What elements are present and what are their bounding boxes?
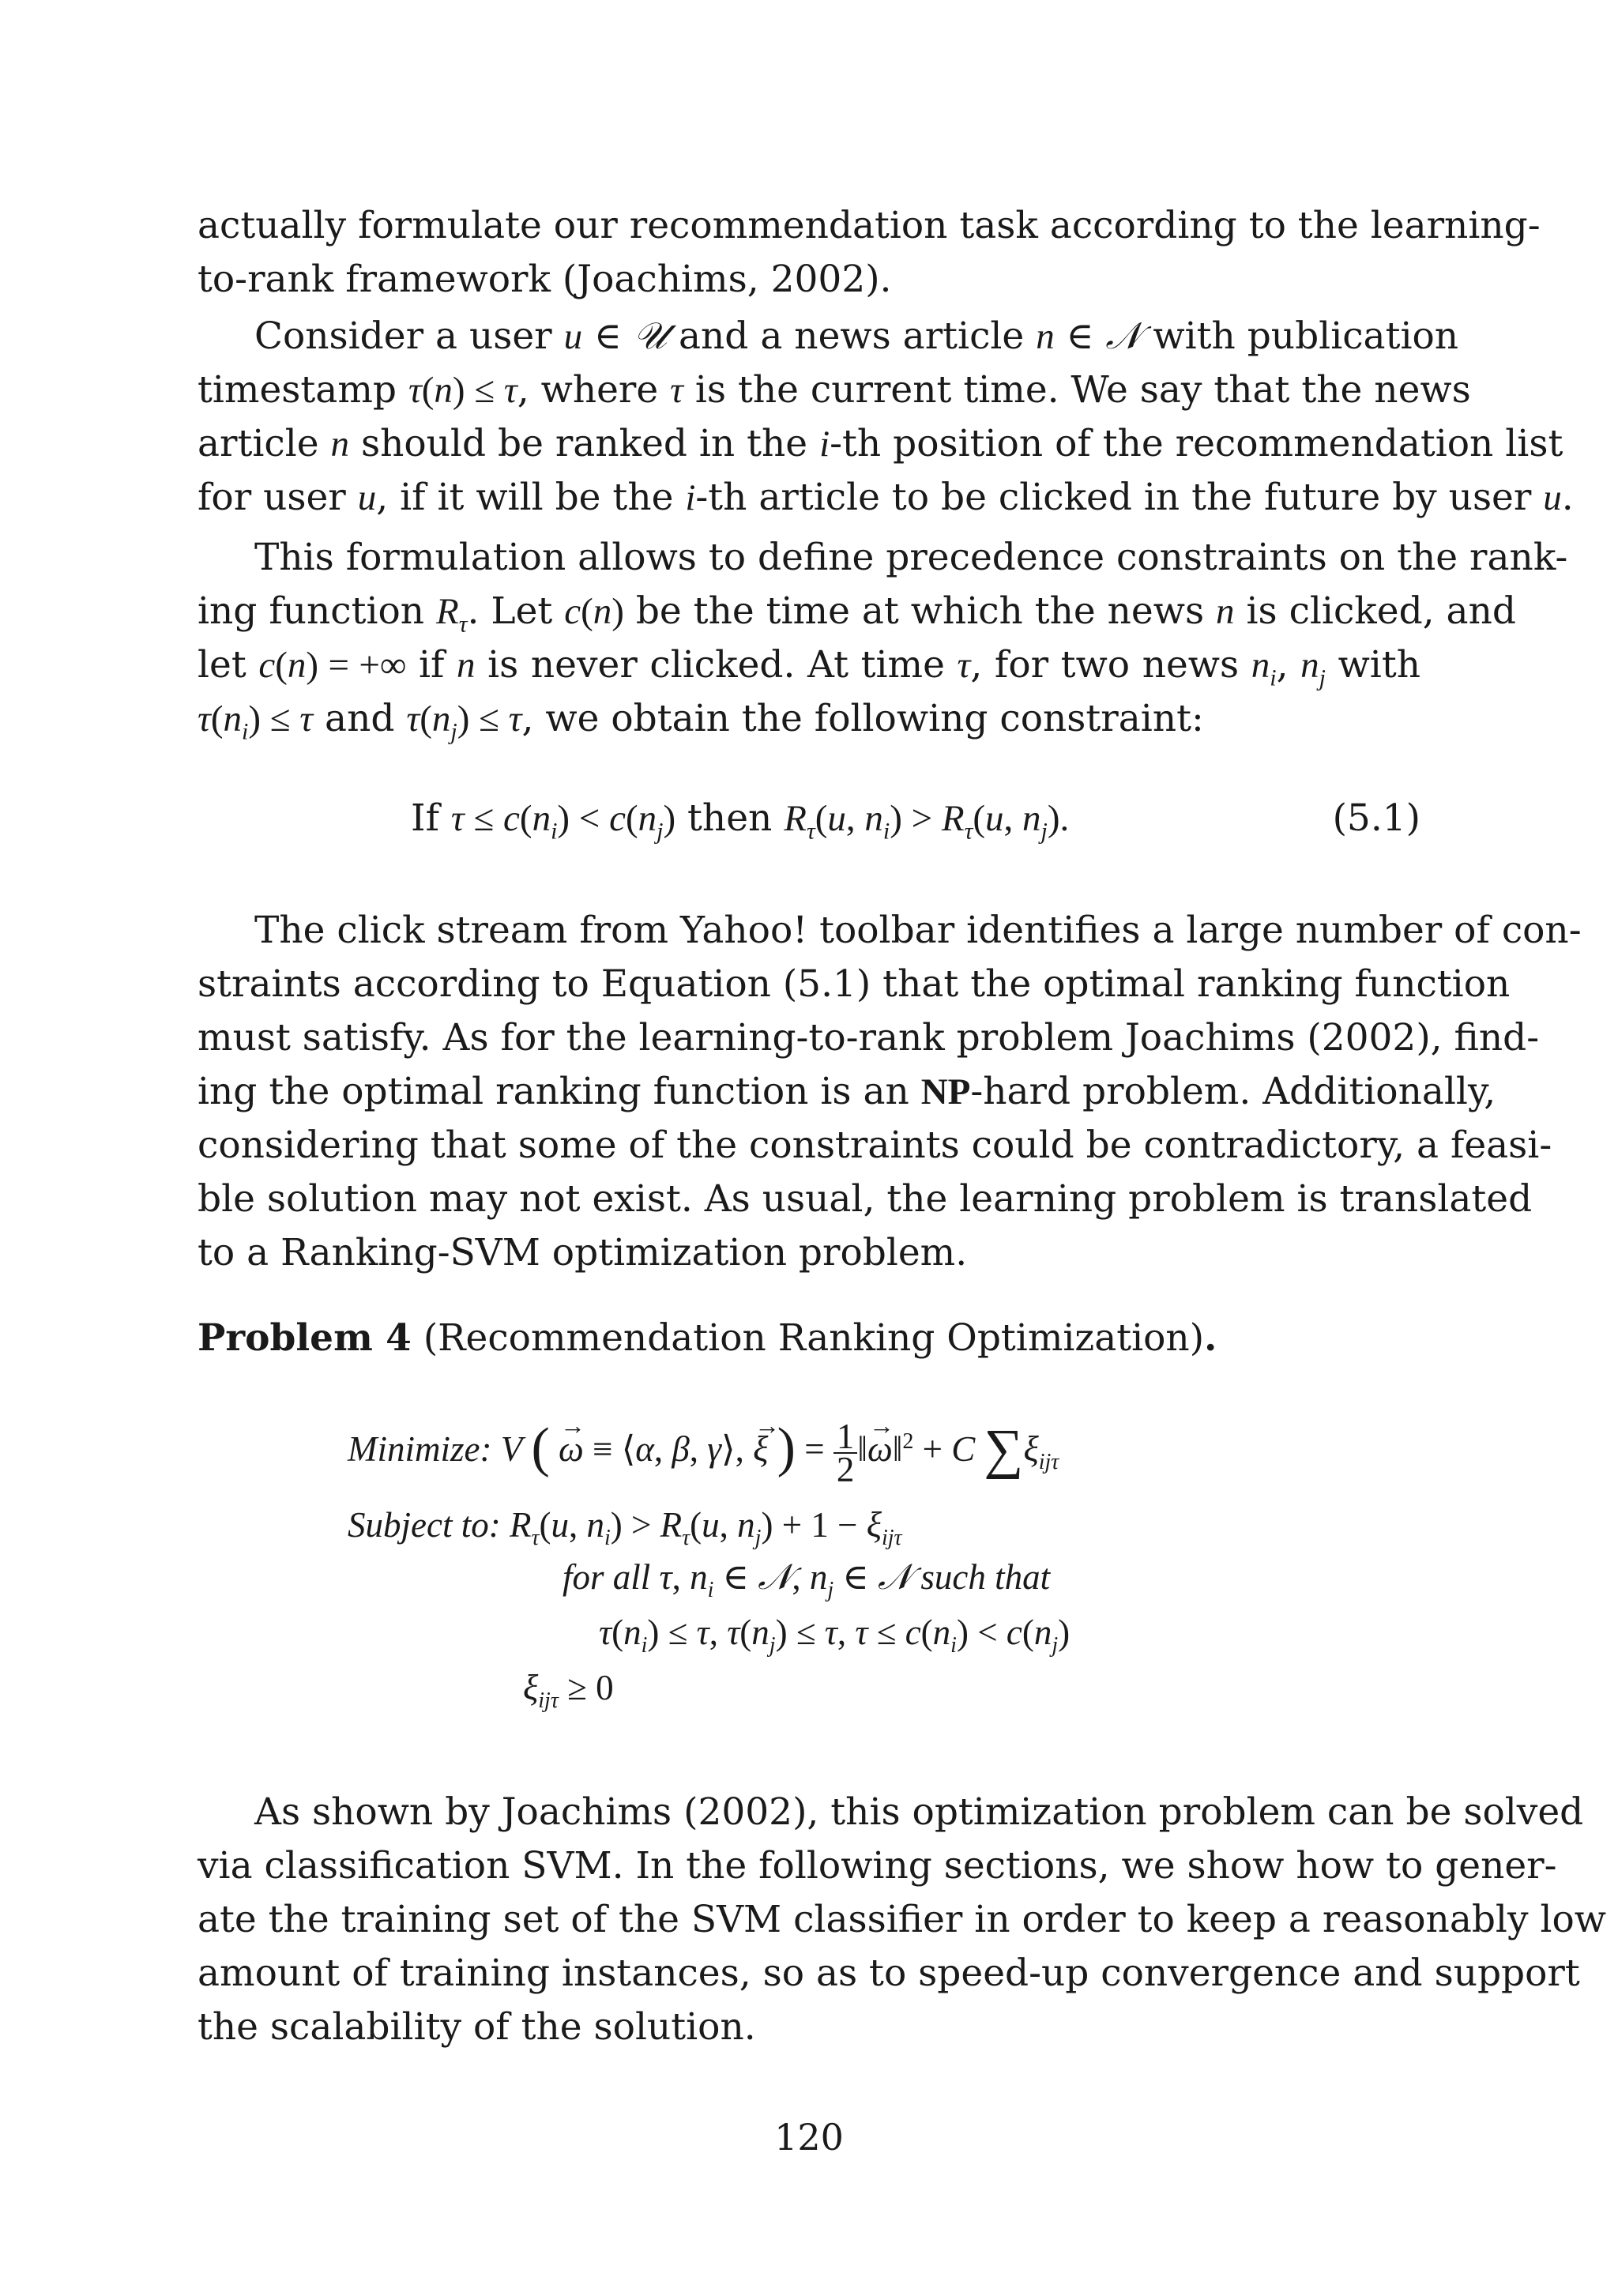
slack-row: $\xi_{ij\tau} \ge 0$ <box>523 1668 614 1713</box>
text-line: $\tau(n_i) \le \tau$ and $\tau(n_j) \le \tau$, we obtain the following constraint: <box>198 697 1204 745</box>
text-line: ble solution may not exist. As usual, the learning problem is translated <box>198 1177 1533 1221</box>
paragraph-intro <box>198 199 1541 307</box>
text-line: As shown by Joachims (2002), this optimization problem can be solved <box>254 1790 1584 1834</box>
text-line: amount of training instances, so as to speed-up convergence and support <box>198 1952 1580 1995</box>
text-line: must satisfy. As for the learning-to-rank problem Joachims (2002), find- <box>198 1016 1540 1060</box>
text-line: via classification SVM. In the following sections, we show how to gener- <box>198 1844 1557 1888</box>
text-line: considering that some of the constraints could be contradictory, a feasi- <box>198 1124 1552 1167</box>
text-line: timestamp τ(n) ≤ τ, where τ is the current time. We say that the news <box>198 368 1471 412</box>
forall-row: for all τ, $n_i$ ∈ 𝒩, $n_j$ ∈ 𝒩 such that <box>563 1556 1051 1602</box>
text-line: ing function $R_\tau$. Let c(n) be the time at which the news n is clicked, and <box>198 589 1516 638</box>
objective-row: Minimize: V ( → ω ≡ ⟨α, β, γ⟩, → ξ ) = $\frac{1}{2}$ ‖→ ω‖$^2$ + C $\sum\xi_{ij\tau}$ <box>348 1402 1059 1481</box>
constraint-row: Subject to: $R_\tau(u$, $n_i) > R_\tau(u$, $n_j) + 1 - \xi_{ij\tau}$ <box>348 1505 902 1550</box>
text-line: ate the training set of the SVM classifier in order to keep a reasonably low <box>198 1898 1607 1941</box>
text-line: Consider a user u ∈ 𝒰 and a news article n ∈ 𝒩 with publication <box>254 314 1459 358</box>
text-line: to a Ranking-SVM optimization problem. <box>198 1231 968 1274</box>
problem-heading: Problem 4 (Recommendation Ranking Optimization). <box>198 1316 1217 1360</box>
paragraph-constraints <box>198 531 1568 746</box>
text-line: let c(n) = +∞ if n is never clicked. At time τ, for two news $n_i$, $n_j$ with <box>198 643 1420 691</box>
equation-body: If $\tau \le c(n_i) < c(n_j)$ then $R_\tau(u$, $n_i) > R_\tau(u$, $n_j$). <box>411 796 1070 845</box>
page-number: 120 <box>774 2116 844 2159</box>
paragraph-np-hard <box>198 904 1582 1280</box>
text-line: The click stream from Yahoo! toolbar identifies a large number of con- <box>254 909 1582 952</box>
optimization-problem <box>348 1402 1375 1734</box>
condition-row: $\tau(n_i) \le \tau$, $\tau(n_j) \le \tau$, $\tau \le c(n_i) < c(n_j)$ <box>599 1613 1071 1658</box>
paragraph-solution <box>198 1786 1607 2054</box>
problem-title: (Recommendation Ranking Optimization) <box>411 1316 1205 1360</box>
paragraph-definition <box>198 310 1574 525</box>
text-line: to-rank framework (Joachims, 2002). <box>198 258 892 301</box>
text-line: ing the optimal ranking function is an NP-hard problem. Additionally, <box>198 1070 1496 1113</box>
text-line: actually formulate our recommendation task according to the learning- <box>198 204 1541 247</box>
problem-label: Problem 4 <box>198 1316 412 1360</box>
text-line: article n should be ranked in the i-th position of the recommendation list <box>198 422 1563 465</box>
text-line: for user u, if it will be the i-th article to be clicked in the future by user u. <box>198 476 1574 519</box>
equation-5-1 <box>198 787 1420 850</box>
equation-number: (5.1) <box>1332 796 1420 840</box>
text-line: the scalability of the solution. <box>198 2005 756 2049</box>
text-line: This formulation allows to define precedence constraints on the rank- <box>254 536 1568 579</box>
text-line: straints according to Equation (5.1) that the optimal ranking function <box>198 962 1511 1006</box>
